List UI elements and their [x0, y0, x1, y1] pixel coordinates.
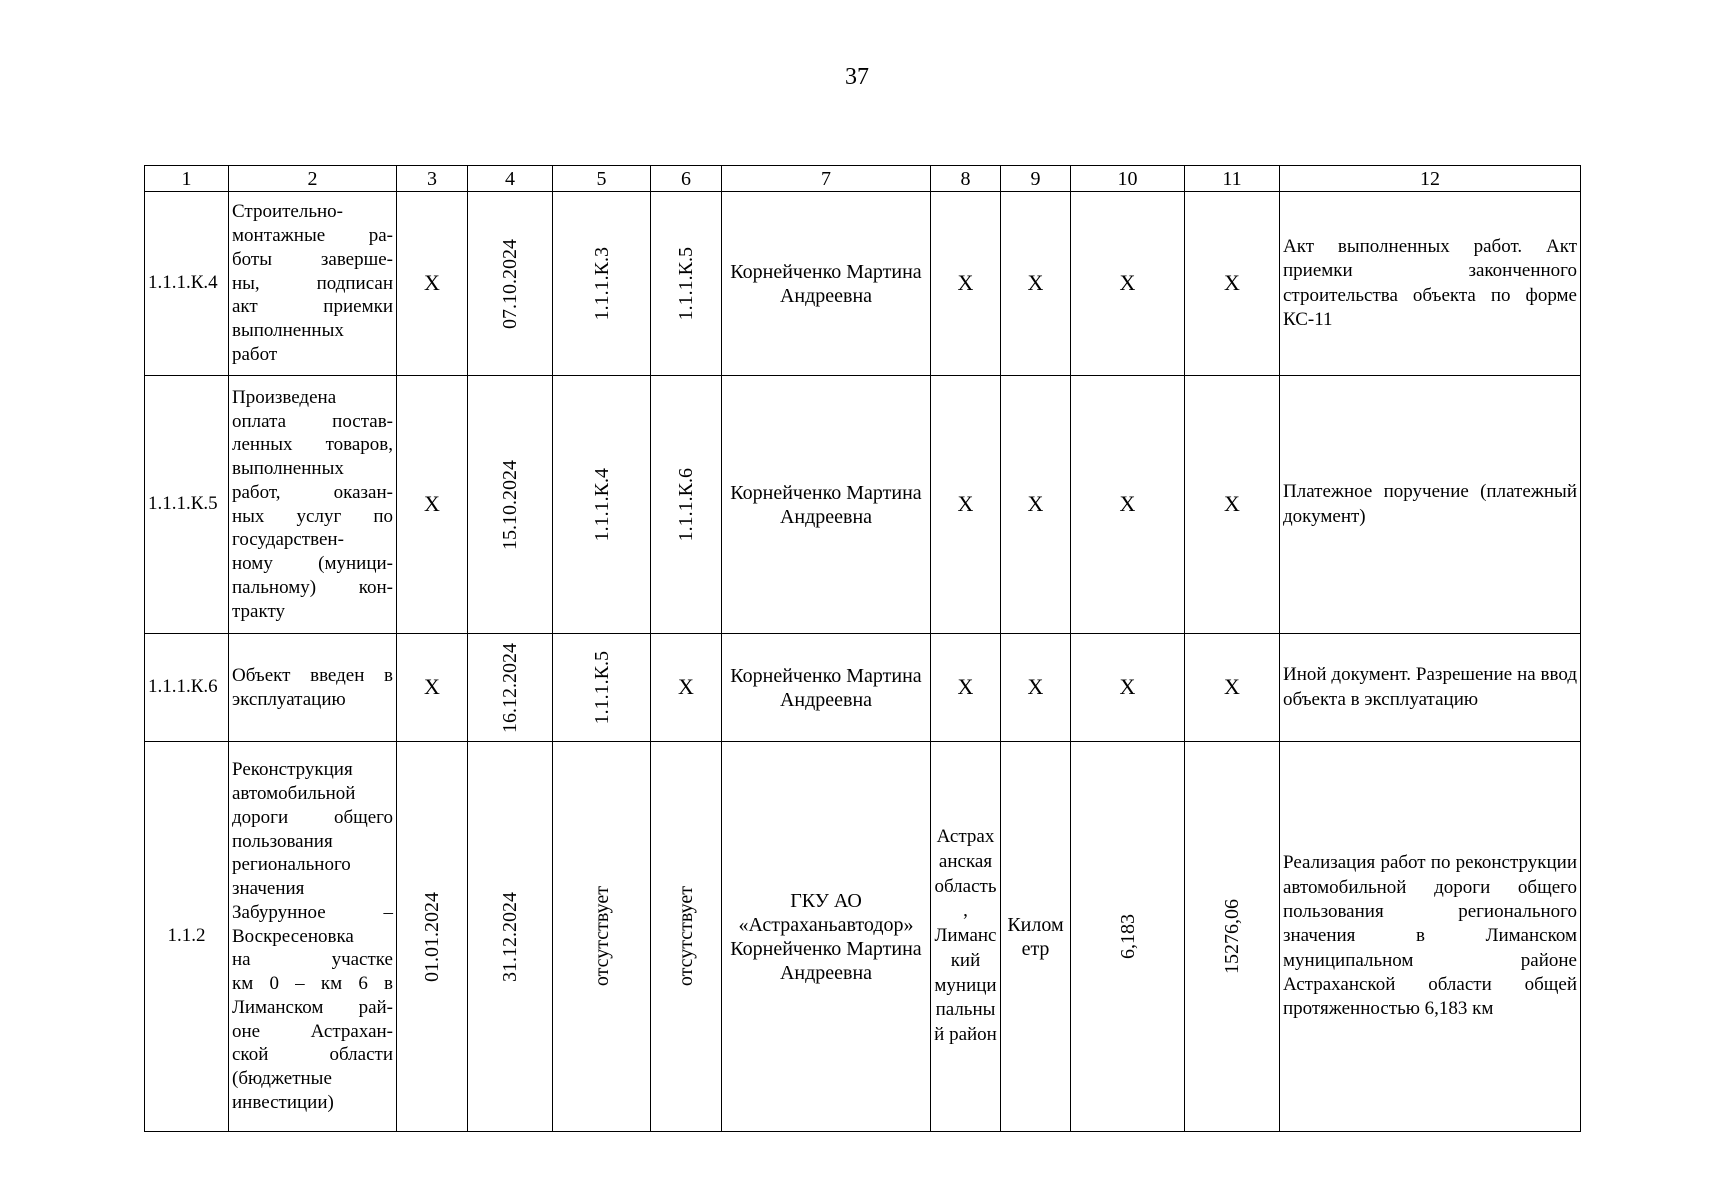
desc-line: оплата постав- — [232, 410, 393, 432]
desc-line: ленных товаров, — [232, 434, 393, 456]
desc-line: ской области — [232, 1044, 393, 1066]
plan-table — [144, 165, 1581, 1132]
desc-line: пальному) кон- — [232, 576, 393, 598]
table-row — [145, 634, 1581, 742]
col-header: 9 — [1001, 166, 1071, 192]
successor-cell: X — [651, 634, 722, 742]
end-date-cell — [468, 634, 553, 742]
row-code: 1.1.1.К.5 — [145, 376, 229, 634]
end-date-cell — [468, 192, 553, 376]
row-code: 1.1.2 — [145, 742, 229, 1132]
value-cell: X — [1071, 634, 1185, 742]
desc-line: автомобильной — [232, 783, 356, 805]
row-code: 1.1.1.К.4 — [145, 192, 229, 376]
successor-cell — [651, 192, 722, 376]
desc-line: работ, оказан- — [232, 481, 393, 503]
desc-line: ны, подписан — [232, 272, 393, 294]
end-date: 16.12.2024 — [499, 642, 521, 733]
desc-line: боты заверше- — [232, 248, 393, 270]
amount-cell: X — [1185, 192, 1280, 376]
desc-line: выполненных — [232, 458, 344, 479]
territory-cell: Астраханская область, Лиманский муниципальный район — [931, 742, 1001, 1132]
predecessor: 1.1.1.К.3 — [590, 246, 613, 321]
amount-cell — [1185, 742, 1280, 1132]
predecessor: 1.1.1.К.4 — [590, 467, 613, 542]
row-description — [229, 192, 397, 376]
desc-line: Воскресеновка — [232, 925, 354, 947]
unit-cell: X — [1001, 192, 1071, 376]
desc-line: выполненных — [232, 320, 344, 342]
result-cell: Платежное поручение (платежный документ) — [1280, 376, 1581, 634]
desc-line: Строительно- — [232, 201, 344, 223]
end-date: 07.10.2024 — [499, 238, 521, 329]
amount-cell: X — [1185, 376, 1280, 634]
desc-line: Объект введен в — [232, 664, 393, 686]
col-header: 1 — [145, 166, 229, 192]
territory-cell: X — [931, 376, 1001, 634]
col-header: 7 — [722, 166, 931, 192]
desc-line: км 0 – км 6 в — [232, 973, 393, 995]
page-number: 37 — [845, 64, 869, 90]
desc-line: значения — [232, 878, 305, 900]
col-header: 8 — [931, 166, 1001, 192]
desc-line: оне Астрахан- — [232, 1020, 393, 1042]
col-header: 5 — [553, 166, 651, 192]
unit-cell: X — [1001, 634, 1071, 742]
col-header: 3 — [397, 166, 468, 192]
desc-line: ных услуг по — [232, 505, 393, 527]
end-date-cell — [468, 742, 553, 1132]
predecessor-cell — [553, 742, 651, 1132]
col-header: 2 — [229, 166, 397, 192]
end-date: 15.10.2024 — [499, 459, 521, 550]
table-row — [145, 192, 1581, 376]
successor: 1.1.1.К.5 — [675, 246, 697, 321]
predecessor: отсутствует — [590, 886, 613, 987]
desc-line: на участке — [232, 949, 393, 971]
responsible-cell: ГКУ АО «Астраханьавтодор» Корнейченко Мартина Андреевна — [722, 742, 931, 1132]
row-description — [229, 376, 397, 634]
predecessor-cell — [553, 192, 651, 376]
desc-line: (бюджетные — [232, 1068, 332, 1090]
desc-line: Лиманском рай- — [232, 996, 393, 1018]
predecessor-cell — [553, 376, 651, 634]
row-description — [229, 742, 397, 1132]
amount: 15276,06 — [1221, 899, 1243, 974]
amount-cell: X — [1185, 634, 1280, 742]
unit-cell: X — [1001, 376, 1071, 634]
desc-line: ному (муници- — [232, 553, 393, 574]
desc-line: эксплуатацию — [232, 688, 346, 710]
desc-line: Произведена — [232, 386, 337, 408]
successor-cell — [651, 376, 722, 634]
territory-cell: X — [931, 192, 1001, 376]
desc-line: дороги общего — [232, 806, 393, 828]
desc-line: тракту — [232, 600, 286, 622]
result-cell: Акт выполненных работ. Акт приемки законченного строительства объекта по форме КС-11 — [1280, 192, 1581, 376]
end-date-cell — [468, 376, 553, 634]
col-header: 10 — [1071, 166, 1185, 192]
successor-cell — [651, 742, 722, 1132]
result-cell: Реализация работ по реконструкции автомобильной дороги общего пользования регионального значения в Лиманском муниципальном районе Астраханской области общей протяженностью 6,183 км — [1280, 742, 1581, 1132]
col-header: 12 — [1280, 166, 1581, 192]
value-cell — [1071, 742, 1185, 1132]
successor: 1.1.1.К.6 — [675, 467, 697, 542]
desc-line: государствен- — [232, 529, 344, 551]
territory-cell: X — [931, 634, 1001, 742]
end-date: 31.12.2024 — [499, 891, 521, 982]
start-date-cell: X — [397, 634, 468, 742]
responsible-cell: Корнейченко Мартина Андреевна — [722, 192, 931, 376]
desc-line: Реконструкция — [232, 759, 353, 781]
responsible-cell: Корнейченко Мартина Андреевна — [722, 376, 931, 634]
start-date: 01.01.2024 — [421, 891, 443, 982]
desc-line: Забурунное – — [232, 901, 393, 923]
table-row — [145, 376, 1581, 634]
row-code: 1.1.1.К.6 — [145, 634, 229, 742]
desc-line: работ — [232, 343, 278, 365]
desc-line: монтажные ра- — [232, 225, 393, 247]
row-description — [229, 634, 397, 742]
value-cell: X — [1071, 376, 1185, 634]
predecessor-cell — [553, 634, 651, 742]
desc-line: акт приемки — [232, 296, 393, 318]
result-cell: Иной документ. Разрешение на ввод объекта в эксплуатацию — [1280, 634, 1581, 742]
unit-cell: Километр — [1001, 742, 1071, 1132]
col-header: 11 — [1185, 166, 1280, 192]
predecessor: 1.1.1.К.5 — [590, 650, 613, 725]
successor: отсутствует — [675, 886, 697, 987]
desc-line: регионального — [232, 854, 351, 876]
value: 6,183 — [1116, 914, 1139, 959]
responsible-cell: Корнейченко Мартина Андреевна — [722, 634, 931, 742]
header-row — [145, 166, 1581, 192]
desc-line: инвестиции) — [232, 1091, 334, 1113]
col-header: 6 — [651, 166, 722, 192]
start-date-cell — [397, 742, 468, 1132]
col-header: 4 — [468, 166, 553, 192]
desc-line: пользования — [232, 830, 333, 852]
value-cell: X — [1071, 192, 1185, 376]
start-date-cell: X — [397, 376, 468, 634]
start-date-cell: X — [397, 192, 468, 376]
table-row — [145, 742, 1581, 1132]
